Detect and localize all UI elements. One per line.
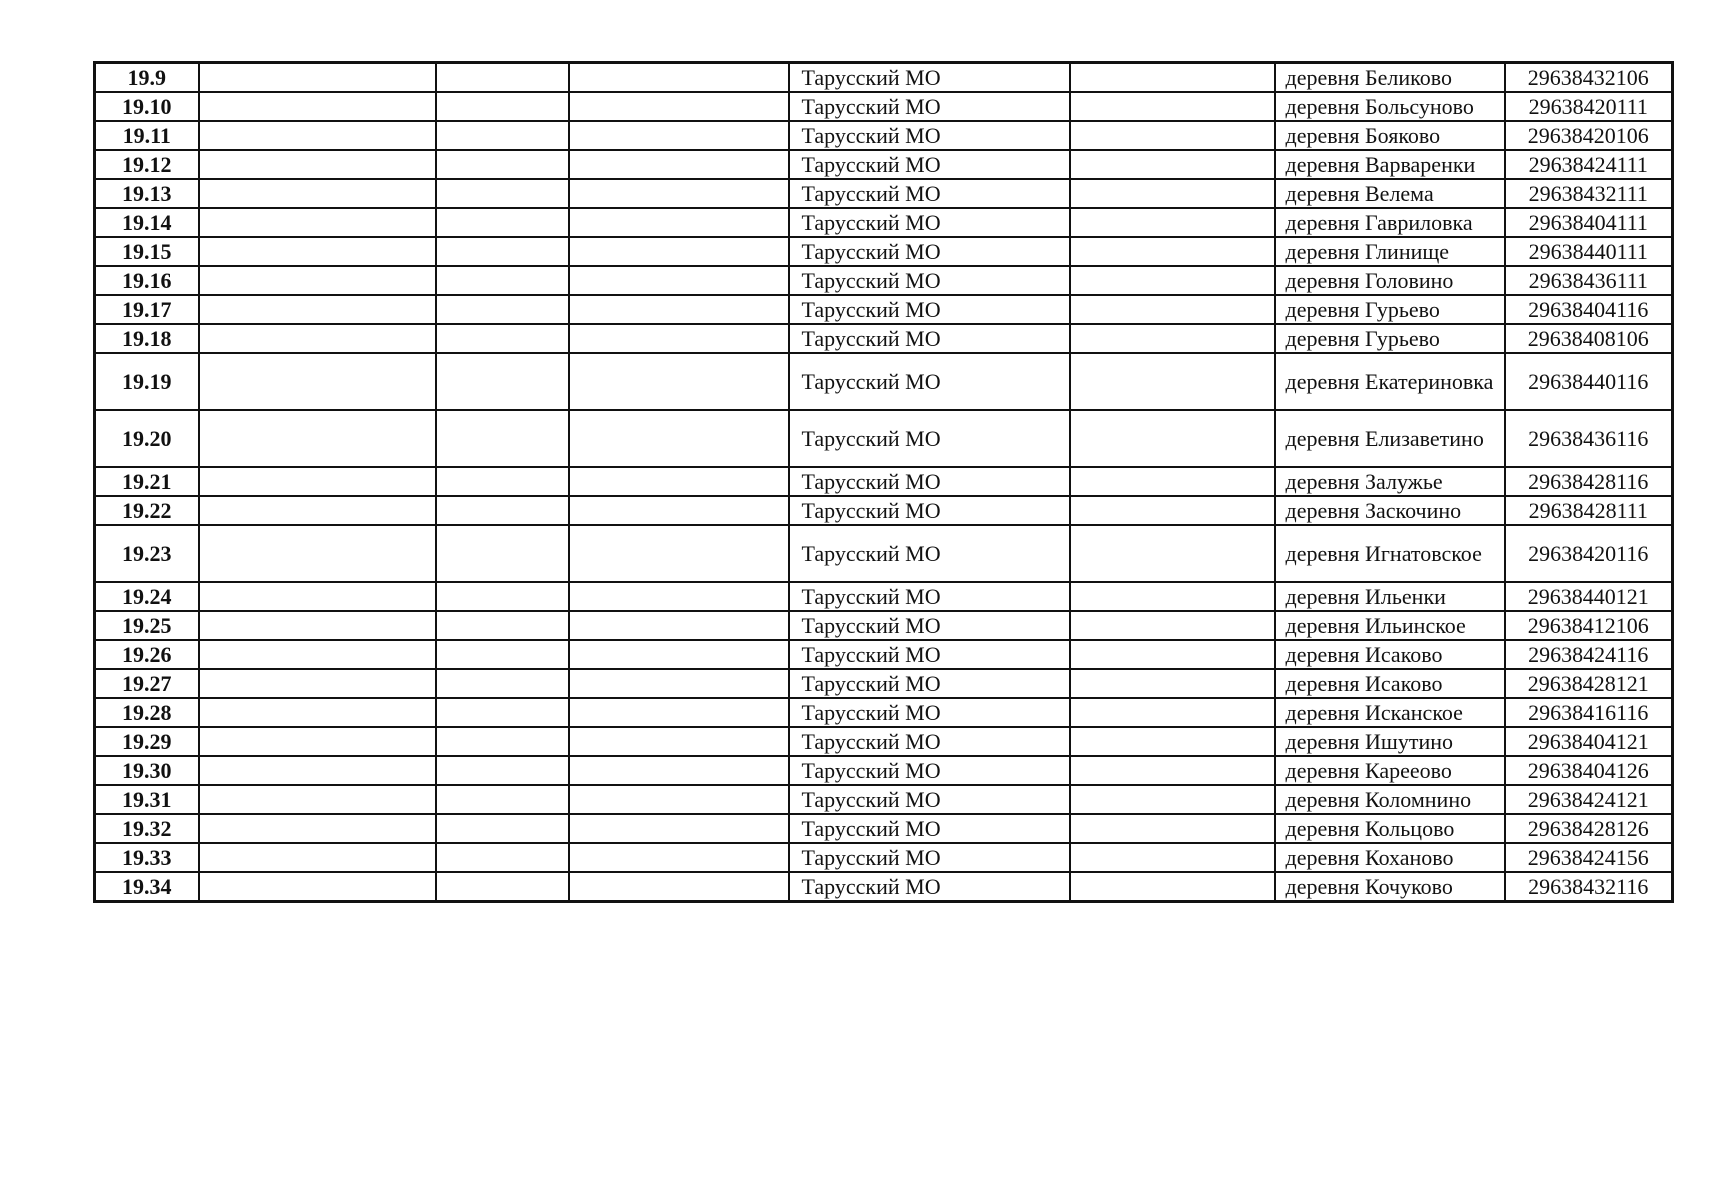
empty-cell (569, 208, 789, 237)
empty-cell (1070, 208, 1275, 237)
empty-cell (1070, 237, 1275, 266)
empty-cell (199, 698, 436, 727)
municipality-cell: Тарусский МО (789, 756, 1070, 785)
empty-cell (436, 582, 569, 611)
oktmo-code-cell: 29638408106 (1505, 324, 1673, 353)
oktmo-code-cell: 29638428111 (1505, 496, 1673, 525)
empty-cell (199, 63, 436, 93)
empty-cell (436, 640, 569, 669)
oktmo-code-cell: 29638424121 (1505, 785, 1673, 814)
empty-cell (1070, 727, 1275, 756)
empty-cell (436, 698, 569, 727)
empty-cell (199, 756, 436, 785)
empty-cell (569, 843, 789, 872)
empty-cell (436, 63, 569, 93)
empty-cell (199, 640, 436, 669)
empty-cell (569, 63, 789, 93)
empty-cell (199, 295, 436, 324)
empty-cell (1070, 785, 1275, 814)
municipality-cell: Тарусский МО (789, 843, 1070, 872)
row-number-cell: 19.21 (95, 467, 199, 496)
municipality-cell: Тарусский МО (789, 611, 1070, 640)
empty-cell (569, 698, 789, 727)
empty-cell (569, 872, 789, 902)
locality-cell: деревня Екатериновка (1275, 353, 1505, 410)
municipality-cell: Тарусский МО (789, 150, 1070, 179)
empty-cell (1070, 324, 1275, 353)
oktmo-code-cell: 29638404116 (1505, 295, 1673, 324)
locality-cell: деревня Гавриловка (1275, 208, 1505, 237)
row-number-cell: 19.12 (95, 150, 199, 179)
table-row (95, 496, 1673, 525)
table-row (95, 266, 1673, 295)
empty-cell (199, 467, 436, 496)
empty-cell (1070, 295, 1275, 324)
empty-cell (569, 266, 789, 295)
oktmo-code-cell: 29638432111 (1505, 179, 1673, 208)
oktmo-code-cell: 29638416116 (1505, 698, 1673, 727)
empty-cell (569, 525, 789, 582)
table-row (95, 353, 1673, 410)
empty-cell (1070, 669, 1275, 698)
municipality-cell: Тарусский МО (789, 467, 1070, 496)
row-number-cell: 19.27 (95, 669, 199, 698)
row-number-cell: 19.24 (95, 582, 199, 611)
table-row (95, 150, 1673, 179)
row-number-cell: 19.32 (95, 814, 199, 843)
oktmo-code-cell: 29638440116 (1505, 353, 1673, 410)
empty-cell (436, 353, 569, 410)
empty-cell (1070, 611, 1275, 640)
empty-cell (1070, 467, 1275, 496)
oktmo-code-cell: 29638424111 (1505, 150, 1673, 179)
empty-cell (199, 872, 436, 902)
table-row (95, 814, 1673, 843)
empty-cell (199, 496, 436, 525)
oktmo-code-cell: 29638428116 (1505, 467, 1673, 496)
oktmo-code-cell: 29638404126 (1505, 756, 1673, 785)
row-number-cell: 19.30 (95, 756, 199, 785)
table-row (95, 63, 1673, 93)
table-row (95, 179, 1673, 208)
empty-cell (199, 814, 436, 843)
empty-cell (199, 208, 436, 237)
oktmo-code-cell: 29638424156 (1505, 843, 1673, 872)
empty-cell (199, 843, 436, 872)
row-number-cell: 19.34 (95, 872, 199, 902)
empty-cell (436, 872, 569, 902)
row-number-cell: 19.26 (95, 640, 199, 669)
row-number-cell: 19.17 (95, 295, 199, 324)
oktmo-code-cell: 29638432106 (1505, 63, 1673, 93)
municipality-cell: Тарусский МО (789, 785, 1070, 814)
locality-cell: деревня Гурьево (1275, 324, 1505, 353)
locality-cell: деревня Елизаветино (1275, 410, 1505, 467)
empty-cell (199, 785, 436, 814)
table-row (95, 324, 1673, 353)
oktmo-code-cell: 29638420111 (1505, 92, 1673, 121)
locality-cell: деревня Заскочино (1275, 496, 1505, 525)
empty-cell (436, 150, 569, 179)
empty-cell (199, 727, 436, 756)
empty-cell (569, 92, 789, 121)
empty-cell (1070, 92, 1275, 121)
empty-cell (199, 150, 436, 179)
row-number-cell: 19.33 (95, 843, 199, 872)
locality-cell: деревня Головино (1275, 266, 1505, 295)
municipality-cell: Тарусский МО (789, 582, 1070, 611)
empty-cell (436, 814, 569, 843)
empty-cell (436, 237, 569, 266)
municipality-cell: Тарусский МО (789, 266, 1070, 295)
empty-cell (569, 179, 789, 208)
municipality-cell: Тарусский МО (789, 179, 1070, 208)
row-number-cell: 19.31 (95, 785, 199, 814)
empty-cell (199, 611, 436, 640)
locality-cell: деревня Глинище (1275, 237, 1505, 266)
table-row (95, 872, 1673, 902)
municipality-cell: Тарусский МО (789, 237, 1070, 266)
oktmo-code-cell: 29638404111 (1505, 208, 1673, 237)
table-row (95, 843, 1673, 872)
locality-cell: деревня Карееово (1275, 756, 1505, 785)
empty-cell (199, 179, 436, 208)
locality-cell: деревня Игнатовское (1275, 525, 1505, 582)
table-row (95, 669, 1673, 698)
empty-cell (436, 611, 569, 640)
row-number-cell: 19.9 (95, 63, 199, 93)
locality-cell: деревня Гурьево (1275, 295, 1505, 324)
empty-cell (436, 179, 569, 208)
empty-cell (1070, 353, 1275, 410)
row-number-cell: 19.13 (95, 179, 199, 208)
locality-cell: деревня Ильинское (1275, 611, 1505, 640)
oktmo-code-cell: 29638420106 (1505, 121, 1673, 150)
table-row (95, 295, 1673, 324)
empty-cell (199, 582, 436, 611)
empty-cell (569, 121, 789, 150)
empty-cell (1070, 525, 1275, 582)
empty-cell (569, 756, 789, 785)
empty-cell (199, 410, 436, 467)
empty-cell (1070, 756, 1275, 785)
empty-cell (569, 814, 789, 843)
oktmo-code-cell: 29638432116 (1505, 872, 1673, 902)
empty-cell (1070, 582, 1275, 611)
municipality-cell: Тарусский МО (789, 295, 1070, 324)
oktmo-code-cell: 29638412106 (1505, 611, 1673, 640)
table-row (95, 582, 1673, 611)
row-number-cell: 19.19 (95, 353, 199, 410)
locality-cell: деревня Исаково (1275, 640, 1505, 669)
empty-cell (569, 237, 789, 266)
empty-cell (1070, 266, 1275, 295)
empty-cell (436, 295, 569, 324)
oktmo-code-cell: 29638436111 (1505, 266, 1673, 295)
oktmo-code-cell: 29638440121 (1505, 582, 1673, 611)
row-number-cell: 19.11 (95, 121, 199, 150)
empty-cell (199, 324, 436, 353)
empty-cell (569, 150, 789, 179)
empty-cell (436, 324, 569, 353)
locality-cell: деревня Кочуково (1275, 872, 1505, 902)
empty-cell (199, 237, 436, 266)
oktmo-code-cell: 29638420116 (1505, 525, 1673, 582)
empty-cell (569, 785, 789, 814)
empty-cell (1070, 640, 1275, 669)
row-number-cell: 19.23 (95, 525, 199, 582)
table-row (95, 785, 1673, 814)
empty-cell (569, 640, 789, 669)
row-number-cell: 19.14 (95, 208, 199, 237)
empty-cell (436, 756, 569, 785)
table-row (95, 525, 1673, 582)
locality-cell: деревня Коханово (1275, 843, 1505, 872)
municipality-cell: Тарусский МО (789, 410, 1070, 467)
municipality-cell: Тарусский МО (789, 208, 1070, 237)
empty-cell (569, 410, 789, 467)
empty-cell (569, 727, 789, 756)
row-number-cell: 19.18 (95, 324, 199, 353)
locality-cell: деревня Варваренки (1275, 150, 1505, 179)
table-row (95, 640, 1673, 669)
municipality-cell: Тарусский МО (789, 727, 1070, 756)
municipality-cell: Тарусский МО (789, 814, 1070, 843)
empty-cell (1070, 179, 1275, 208)
row-number-cell: 19.16 (95, 266, 199, 295)
locality-cell: деревня Беликово (1275, 63, 1505, 93)
locality-cell: деревня Исканское (1275, 698, 1505, 727)
empty-cell (199, 121, 436, 150)
empty-cell (1070, 814, 1275, 843)
oktmo-code-cell: 29638428126 (1505, 814, 1673, 843)
empty-cell (436, 266, 569, 295)
empty-cell (569, 496, 789, 525)
empty-cell (436, 785, 569, 814)
empty-cell (569, 467, 789, 496)
row-number-cell: 19.29 (95, 727, 199, 756)
empty-cell (1070, 63, 1275, 93)
table-row (95, 237, 1673, 266)
table-row (95, 467, 1673, 496)
table-row (95, 92, 1673, 121)
oktmo-code-cell: 29638436116 (1505, 410, 1673, 467)
row-number-cell: 19.20 (95, 410, 199, 467)
locality-cell: деревня Коломнино (1275, 785, 1505, 814)
empty-cell (436, 496, 569, 525)
empty-cell (569, 582, 789, 611)
locality-cell: деревня Ильенки (1275, 582, 1505, 611)
empty-cell (199, 525, 436, 582)
municipality-cell: Тарусский МО (789, 121, 1070, 150)
municipality-cell: Тарусский МО (789, 496, 1070, 525)
empty-cell (1070, 843, 1275, 872)
empty-cell (199, 353, 436, 410)
row-number-cell: 19.22 (95, 496, 199, 525)
municipality-cell: Тарусский МО (789, 63, 1070, 93)
empty-cell (1070, 150, 1275, 179)
oktmo-code-cell: 29638428121 (1505, 669, 1673, 698)
municipality-cell: Тарусский МО (789, 525, 1070, 582)
empty-cell (436, 208, 569, 237)
empty-cell (1070, 872, 1275, 902)
table-row (95, 727, 1673, 756)
table-row (95, 121, 1673, 150)
empty-cell (569, 611, 789, 640)
table-row (95, 208, 1673, 237)
settlements-table (93, 61, 1674, 903)
empty-cell (1070, 698, 1275, 727)
oktmo-code-cell: 29638404121 (1505, 727, 1673, 756)
table-body (95, 63, 1673, 902)
locality-cell: деревня Велема (1275, 179, 1505, 208)
municipality-cell: Тарусский МО (789, 872, 1070, 902)
locality-cell: деревня Залужье (1275, 467, 1505, 496)
empty-cell (569, 353, 789, 410)
row-number-cell: 19.25 (95, 611, 199, 640)
municipality-cell: Тарусский МО (789, 353, 1070, 410)
municipality-cell: Тарусский МО (789, 669, 1070, 698)
empty-cell (199, 669, 436, 698)
oktmo-code-cell: 29638440111 (1505, 237, 1673, 266)
empty-cell (436, 92, 569, 121)
empty-cell (436, 410, 569, 467)
municipality-cell: Тарусский МО (789, 640, 1070, 669)
table-row (95, 698, 1673, 727)
row-number-cell: 19.10 (95, 92, 199, 121)
empty-cell (199, 92, 436, 121)
empty-cell (569, 295, 789, 324)
empty-cell (436, 525, 569, 582)
empty-cell (1070, 496, 1275, 525)
row-number-cell: 19.15 (95, 237, 199, 266)
municipality-cell: Тарусский МО (789, 92, 1070, 121)
empty-cell (436, 121, 569, 150)
empty-cell (436, 843, 569, 872)
locality-cell: деревня Кольцово (1275, 814, 1505, 843)
empty-cell (436, 669, 569, 698)
table-row (95, 611, 1673, 640)
empty-cell (1070, 121, 1275, 150)
row-number-cell: 19.28 (95, 698, 199, 727)
empty-cell (1070, 410, 1275, 467)
locality-cell: деревня Больсуново (1275, 92, 1505, 121)
empty-cell (569, 669, 789, 698)
oktmo-code-cell: 29638424116 (1505, 640, 1673, 669)
locality-cell: деревня Бояково (1275, 121, 1505, 150)
empty-cell (569, 324, 789, 353)
municipality-cell: Тарусский МО (789, 324, 1070, 353)
municipality-cell: Тарусский МО (789, 698, 1070, 727)
empty-cell (199, 266, 436, 295)
locality-cell: деревня Исаково (1275, 669, 1505, 698)
empty-cell (436, 467, 569, 496)
table-row (95, 756, 1673, 785)
table-row (95, 410, 1673, 467)
locality-cell: деревня Ишутино (1275, 727, 1505, 756)
empty-cell (436, 727, 569, 756)
